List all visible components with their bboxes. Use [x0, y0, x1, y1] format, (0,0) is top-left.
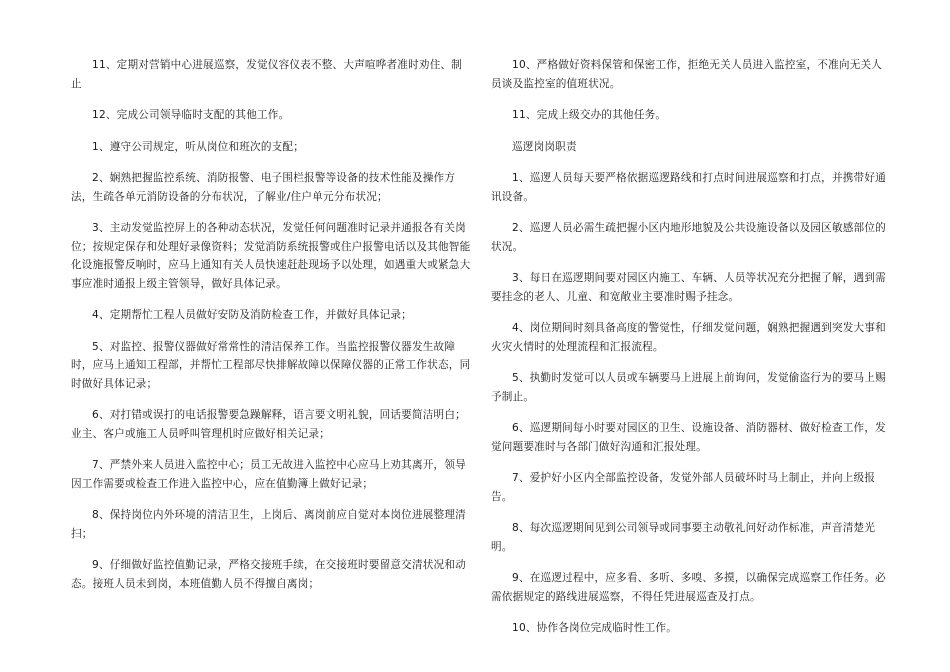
paragraph: 9、仔细做好监控值勤记录，严格交接班手续，在交接班时要留意交清状况和动态。接班人员未到岗，本班值勤人员不得擅自离岗；: [71, 559, 466, 590]
paragraph: 3、每日在巡逻期间要对园区内施工、车辆、人员等状况充分把握了解，遇到需要挂念的老人、儿童、和宽敞业主要准时赐予挂念。: [491, 272, 886, 303]
paragraph: 10、严格做好资料保管和保密工作，拒绝无关人员进入监控室，不准向无关人员谈及监控室的值班状况。: [491, 59, 883, 90]
paragraph: 8、每次巡逻期间见到公司领导或同事要主动敬礼问好动作标准，声音清楚光明。: [491, 522, 876, 553]
paragraph: 4、岗位期间时刻具备高度的警觉性，仔细发觉问题，娴熟把握遇到突发大事和火灾火情时的处理流程和汇报流程。: [491, 322, 886, 353]
paragraph: 11、定期对营销中心进展巡察，发觉仪容仪表不整、大声喧哗者准时劝住、制止: [71, 59, 463, 90]
paragraph: 5、对监控、报警仪器做好常常性的清洁保养工作。当监控报警仪器发生故障时，应马上通知工程部，并帮忙工程部尽快排解故障以保障仪器的正常工作状态，同时做好具体记录；: [71, 340, 471, 390]
paragraph: 6、对打错或误打的电话报警要急躁解释，语言要文明礼貌，回话要简洁明白；业主、客户或施工人员呼叫管理机时应做好相关记录；: [71, 409, 466, 440]
paragraph: 9、在巡逻过程中，应多看、多听、多嗅、多摸，以确保完成巡察工作任务。必需依据规定的路线进展巡察，不得任凭进展巡查及打点。: [491, 572, 886, 603]
left-column: [71, 56, 471, 606]
paragraph: 6、巡逻期间每小时要对园区的卫生、设施设备、消防器材、做好检查工作，发觉问题要准时与各部门做好沟通和汇报处理。: [491, 422, 886, 453]
right-column: [491, 56, 891, 651]
paragraph: 2、娴熟把握监控系统、消防报警、电子围栏报警等设备的技术性能及操作方法，生疏各单元消防设备的分布状况，了解业/住户单元分布状况；: [71, 172, 456, 203]
paragraph: 8、保持岗位内外环境的清洁卫生，上岗后、离岗前应自觉对本岗位进展整理清扫；: [71, 509, 466, 540]
paragraph: 3、主动发觉监控屏上的各种动态状况，发觉任何问题准时记录并通报各有关岗位；按规定保存和处理好录像资料；发觉消防系统报警或住户报警电话以及其他智能化设施报警反响时，应马上通知有关人员快速赶赴现场予以处理，如遇重大或紧急大事应准时通报上级主管领导，做好具体记录。: [71, 222, 471, 290]
section-heading: 巡逻岗岗职责: [512, 140, 577, 153]
paragraph: 7、严禁外来人员进入监控中心；员工无故进入监控中心应马上劝其离开，领导因工作需要或检查工作进入监控中心，应在值勤簿上做好记录；: [71, 459, 466, 490]
paragraph: 12、完成公司领导临时支配的其他工作。: [92, 109, 290, 121]
paragraph: 7、爱护好小区内全部监控设备，发觉外部人员破坏时马上制止，并向上级报告。: [491, 472, 876, 503]
paragraph: 1、巡逻人员每天要严格依据巡逻路线和打点时间进展巡察和打点，并携带好通讯设备。: [491, 172, 886, 203]
paragraph: 10、协作各岗位完成临时性工作。: [512, 622, 677, 634]
paragraph: 2、巡逻人员必需生疏把握小区内地形地貌及公共设施设备以及园区敏感部位的状况。: [491, 222, 886, 253]
paragraph: 4、定期帮忙工程人员做好安防及消防检查工作，并做好具体记录；: [92, 309, 412, 321]
paragraph: 1、遵守公司规定，听从岗位和班次的支配；: [92, 140, 305, 153]
paragraph: 5、执勤时发觉可以人员或车辆要马上进展上前询问，发觉偷盗行为的要马上赐予制止。: [491, 372, 886, 403]
paragraph: 11、完成上级交办的其他任务。: [512, 109, 667, 121]
